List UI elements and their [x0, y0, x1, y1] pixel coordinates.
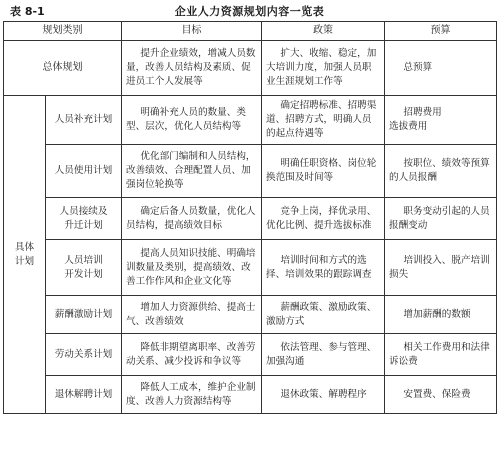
table-row [4, 96, 497, 145]
plan-name: 人员培训 开发计划 [46, 240, 122, 296]
plan-name: 退休解聘计划 [46, 376, 122, 414]
plan-policy: 退休政策、解聘程序 [262, 376, 385, 414]
plan-goal: 增加人力资源供给、提高士气、改善绩效 [122, 296, 262, 334]
table-title: 企业人力资源规划内容一览表 [174, 5, 325, 18]
plan-budget: 培训投入、脱产培训损失 [385, 240, 497, 296]
table-row [4, 376, 497, 414]
overall-policy: 扩大、收缩、稳定，加大培训力度，加强人员职业生涯规划工作等 [262, 41, 385, 96]
overall-row [4, 41, 497, 96]
plan-goal: 降低非期望离职率、改善劳动关系、减少投诉和争议等 [122, 334, 262, 376]
plan-budget: 安置费、保险费 [385, 376, 497, 414]
hr-plan-table [3, 21, 497, 414]
header-row [4, 22, 497, 41]
table-row [4, 198, 497, 240]
plan-goal: 优化部门编制和人员结构，改善绩效、合理配置人员、加强岗位轮换等 [122, 145, 262, 198]
plan-goal: 提高人员知识技能、明确培训数量及类别，提高绩效、改善工作作风和企业文化等 [122, 240, 262, 296]
overall-category: 总体规划 [4, 41, 122, 96]
overall-budget: 总预算 [385, 41, 497, 96]
plan-name: 人员使用计划 [46, 145, 122, 198]
table-row [4, 334, 497, 376]
plan-budget: 招聘费用 选拔费用 [385, 96, 497, 145]
plan-name: 人员补充计划 [46, 96, 122, 145]
header-category: 规划类别 [4, 22, 122, 41]
plan-policy: 明确任职资格、岗位轮换范围及时间等 [262, 145, 385, 198]
plan-goal: 降低人工成本，维护企业制度、改善人力资源结构等 [122, 376, 262, 414]
plan-budget: 相关工作费用和法律诉讼费 [385, 334, 497, 376]
header-goal: 目标 [122, 22, 262, 41]
plan-goal: 确定后备人员数量，优化人员结构，提高绩效目标 [122, 198, 262, 240]
plan-policy: 依法管理、参与管理、加强沟通 [262, 334, 385, 376]
table-row [4, 296, 497, 334]
plan-budget: 增加薪酬的数额 [385, 296, 497, 334]
header-policy: 政策 [262, 22, 385, 41]
table-row [4, 240, 497, 296]
plan-policy: 竞争上岗，择优录用、优化比例、提升选拔标准 [262, 198, 385, 240]
plan-name: 人员接续及 升迁计划 [46, 198, 122, 240]
plan-name: 薪酬激励计划 [46, 296, 122, 334]
header-budget: 预算 [385, 22, 497, 41]
plan-goal: 明确补充人员的数量、类型、层次，优化人员结构等 [122, 96, 262, 145]
table-number: 表 8-1 [10, 5, 45, 18]
plan-policy: 确定招聘标准、招聘渠道、招聘方式，明确人员的起点待遇等 [262, 96, 385, 145]
plan-budget: 按职位、绩效等预算的人员报酬 [385, 145, 497, 198]
plan-budget: 职务变动引起的人员报酬变动 [385, 198, 497, 240]
plan-name: 劳动关系计划 [46, 334, 122, 376]
plan-policy: 培训时间和方式的选择、培训效果的跟踪调查 [262, 240, 385, 296]
table-caption [0, 0, 499, 20]
plan-policy: 薪酬政策、激励政策、激励方式 [262, 296, 385, 334]
table-row [4, 145, 497, 198]
overall-goal: 提升企业绩效，增减人员数量，改善人员结构及素质、促进员工个人发展等 [122, 41, 262, 96]
group-label: 具体 计划 [4, 96, 46, 414]
